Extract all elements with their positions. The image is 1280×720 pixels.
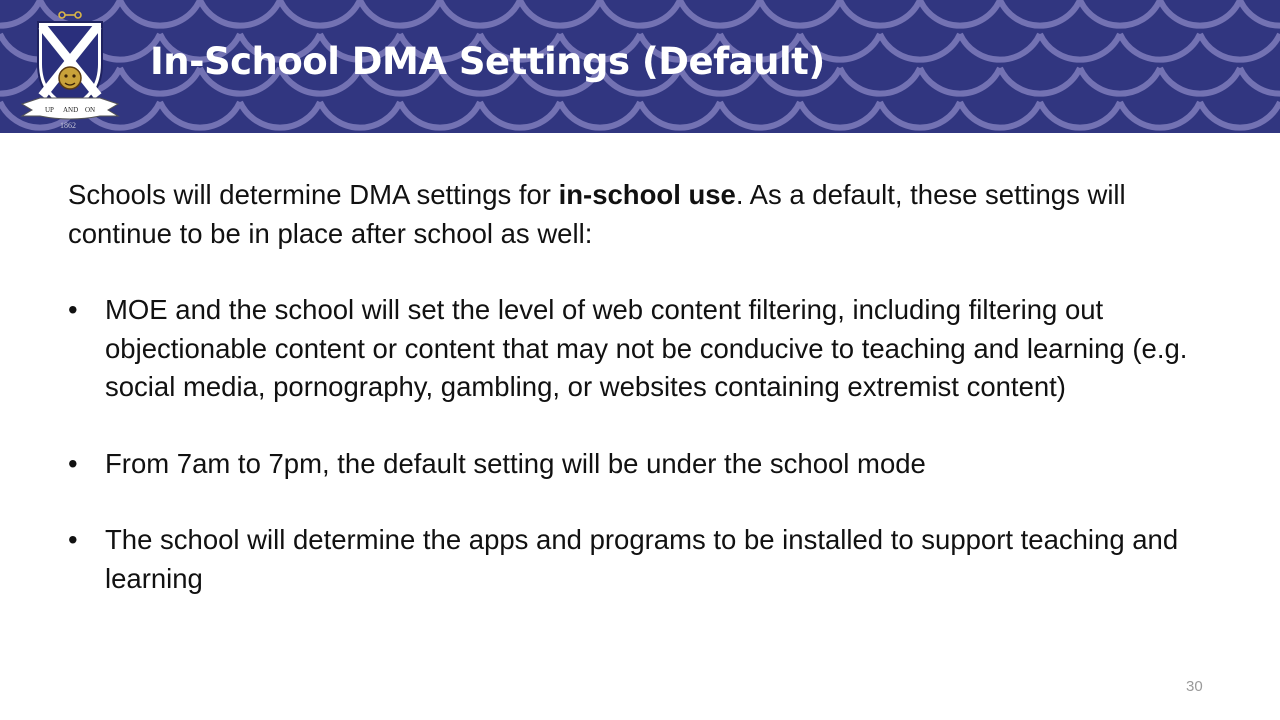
crest-motto-on: ON [85, 106, 96, 114]
bullet-list [68, 291, 1188, 598]
bullet-text: From 7am to 7pm, the default setting will be under the school mode [105, 447, 926, 479]
crest-year: 1862 [60, 121, 76, 130]
school-crest-logo [18, 6, 122, 130]
bullet-item [68, 521, 1188, 598]
bullet-item [68, 445, 1188, 484]
intro-bold-text: in-school use [558, 179, 736, 210]
page-number: 30 [1186, 678, 1203, 695]
bullet-text: The school will determine the apps and programs to be installed to support teaching and learning [105, 524, 1179, 594]
bullet-marker: • [68, 447, 78, 479]
title-banner [0, 0, 1280, 133]
intro-text-end: . As a default, these settings will continue to be in place after school as well: [68, 179, 1126, 249]
slide-title: In-School DMA Settings (Default) [150, 40, 825, 83]
intro-text-start: Schools will determine DMA settings for [68, 179, 559, 210]
bullet-item [68, 291, 1188, 407]
crest-motto-and: AND [63, 106, 79, 114]
bullet-text: MOE and the school will set the level of web content filtering, including filtering out objectionable content or content that may not be conducive to teaching and learning (e.g. social media, pornography, gambling, or websites containing extremist content) [105, 294, 1188, 402]
crest-motto-up: UP [45, 106, 54, 114]
intro-paragraph [68, 176, 1188, 253]
bullet-marker: • [68, 294, 78, 325]
slide-body [68, 176, 1188, 598]
bullet-marker: • [68, 524, 78, 555]
